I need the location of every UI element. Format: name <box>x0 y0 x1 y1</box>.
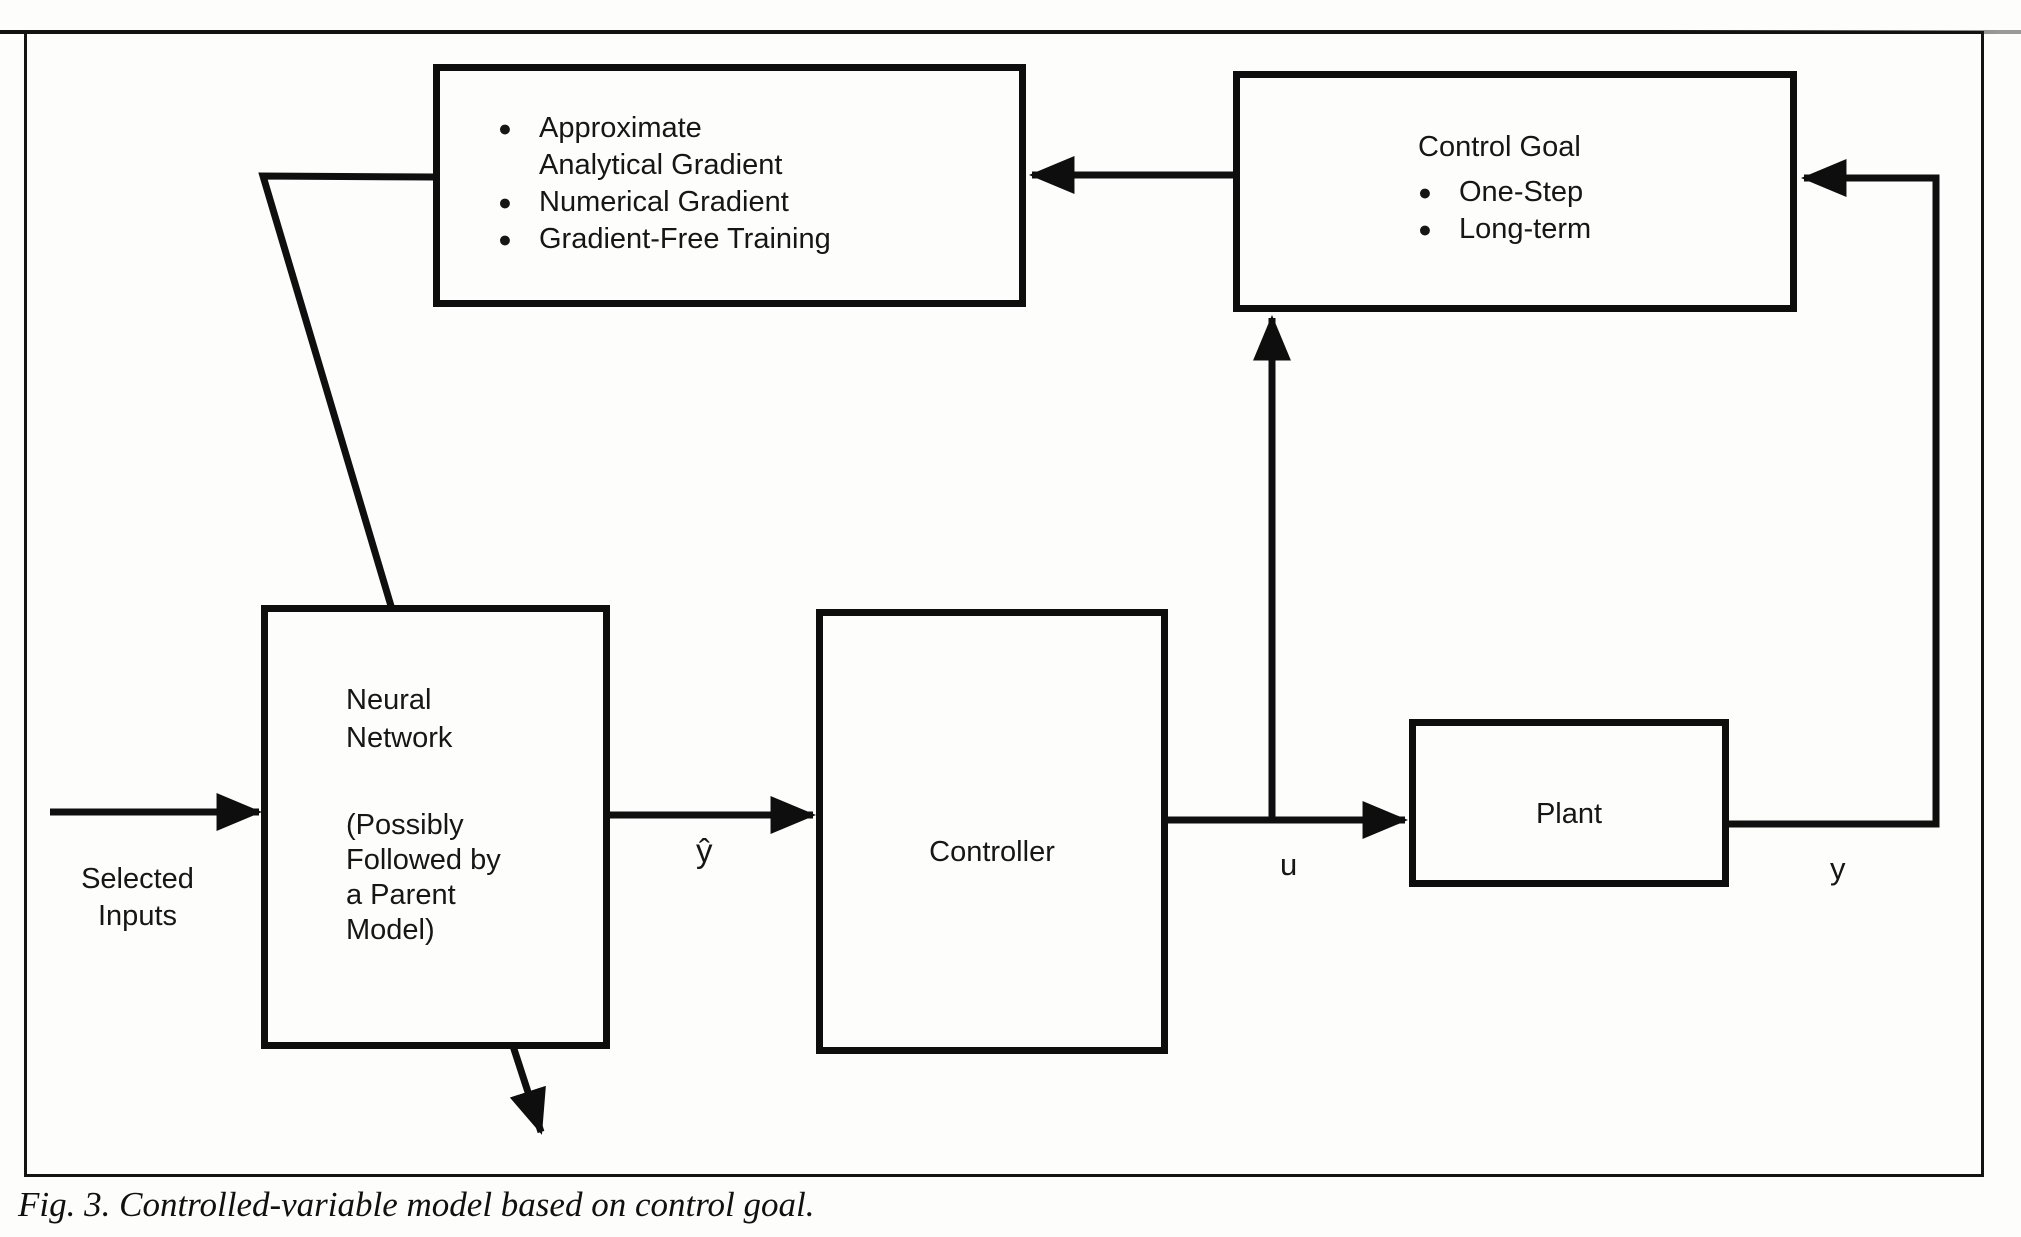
nn-note-line: a Parent <box>346 879 456 911</box>
bullet-icon: ● <box>498 115 512 141</box>
bullet-icon: ● <box>1418 179 1432 205</box>
selected-inputs-line: Inputs <box>98 900 177 932</box>
list-item <box>1418 211 1591 248</box>
bullet-icon: ● <box>498 226 512 252</box>
bullet-icon: ● <box>1418 216 1432 242</box>
list-item <box>1418 174 1591 211</box>
nn-note-line: (Possibly <box>346 809 464 841</box>
list-item-text <box>539 110 782 184</box>
y-hat-signal-label: ŷ <box>696 832 713 869</box>
controller-box <box>816 609 1168 1054</box>
neural-network-title <box>346 681 452 757</box>
nn-note-line: Followed by <box>346 844 501 876</box>
training-methods-list <box>498 110 831 258</box>
nn-note-line: Model) <box>346 914 435 946</box>
selected-inputs-label <box>35 861 240 935</box>
nn-title-line: Neural <box>346 684 432 716</box>
y-signal-label: y <box>1830 851 1846 886</box>
list-item-text: Long-term <box>1459 213 1592 245</box>
control-goal-title: Control Goal <box>1418 131 1581 163</box>
list-item <box>498 110 831 184</box>
nn-title-line: Network <box>346 722 453 754</box>
item-line: Approximate <box>539 112 702 144</box>
list-item-text: Gradient-Free Training <box>539 223 831 255</box>
list-item-text: Numerical Gradient <box>539 186 789 218</box>
neural-network-note <box>346 808 501 948</box>
u-signal-label: u <box>1280 847 1298 882</box>
list-item-text: One-Step <box>1459 176 1584 208</box>
selected-inputs-line: Selected <box>81 863 194 895</box>
plant-label: Plant <box>1535 798 1603 830</box>
list-item <box>498 184 831 221</box>
controller-label: Controller <box>929 836 1055 868</box>
list-item <box>498 221 831 258</box>
control-goal-list <box>1418 174 1591 248</box>
control-goal-content <box>1418 129 1591 248</box>
bullet-icon: ● <box>498 189 512 215</box>
item-line: Analytical Gradient <box>539 149 783 181</box>
figure-caption: Fig. 3. Controlled-variable model based on control goal. <box>18 1185 815 1224</box>
